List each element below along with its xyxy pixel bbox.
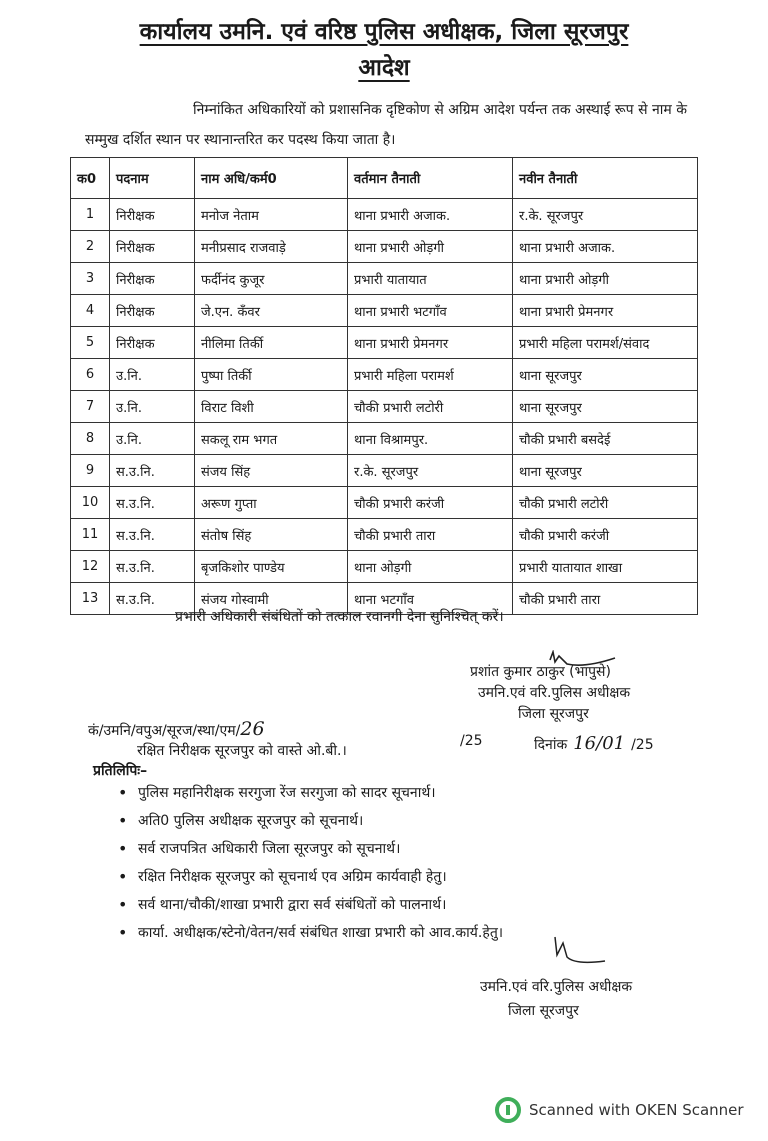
cell-current-posting: थाना भटगाँव xyxy=(348,583,513,615)
transfer-table xyxy=(70,157,698,615)
intro-paragraph: निम्नांकित अधिकारियों को प्रशासनिक दृष्टिकोण से अग्रिम आदेश पर्यन्त तक अस्थाई रूप से नाम के सम्मुख दर्शित स्थान पर स्थानान्तरित कर पदस्थ किया जाता है। xyxy=(85,102,687,148)
signatory-district: जिला सूरजपुर xyxy=(518,706,589,722)
cell-current-posting: चौकी प्रभारी करंजी xyxy=(348,487,513,519)
signature-block-2 xyxy=(480,975,700,1023)
table-row xyxy=(71,231,698,263)
cell-designation: निरीक्षक xyxy=(110,199,195,231)
cell-designation: निरीक्षक xyxy=(110,231,195,263)
cell-designation: उ.नि. xyxy=(110,391,195,423)
cell-new-posting: थाना सूरजपुर xyxy=(513,455,698,487)
table-row xyxy=(71,455,698,487)
date-label: दिनांक xyxy=(534,737,568,753)
cell-serial: 9 xyxy=(71,455,110,487)
table-row xyxy=(71,551,698,583)
list-item: • पुलिस महानिरीक्षक सरगुजा रेंज सरगुजा को सादर सूचनार्थ। xyxy=(138,779,503,807)
cell-new-posting: थाना सूरजपुर xyxy=(513,359,698,391)
cell-serial: 5 xyxy=(71,327,110,359)
instruction-note: प्रभारी अधिकारी संबंधितों को तत्काल रवानगी देना सुनिश्चित् करें। xyxy=(175,609,504,625)
cell-serial: 11 xyxy=(71,519,110,551)
table-header-row xyxy=(71,158,698,199)
list-item: • रक्षित निरीक्षक सूरजपुर को सूचनार्थ एव अग्रिम कार्यवाही हेतु। xyxy=(138,863,503,891)
cell-current-posting: प्रभारी महिला परामर्श xyxy=(348,359,513,391)
order-date xyxy=(534,733,654,754)
cell-designation: उ.नि. xyxy=(110,423,195,455)
handwritten-signature-2 xyxy=(545,935,615,975)
cell-designation: निरीक्षक xyxy=(110,263,195,295)
cell-current-posting: थाना विश्रामपुर. xyxy=(348,423,513,455)
table-row xyxy=(71,295,698,327)
cell-current-posting: थाना प्रभारी ओड़गी xyxy=(348,231,513,263)
reference-number: 26 xyxy=(240,718,265,740)
cell-name: संजय सिंह xyxy=(195,455,348,487)
reference-year: /25 xyxy=(460,733,483,749)
cell-serial: 10 xyxy=(71,487,110,519)
cell-designation: स.उ.नि. xyxy=(110,583,195,615)
cell-new-posting: थाना प्रभारी प्रेमनगर xyxy=(513,295,698,327)
cell-new-posting: थाना सूरजपुर xyxy=(513,391,698,423)
cell-name: अरूण गुप्ता xyxy=(195,487,348,519)
cell-new-posting: थाना प्रभारी ओड़गी xyxy=(513,263,698,295)
signatory-designation: उमनि.एवं वरि.पुलिस अधीक्षक xyxy=(478,685,631,701)
cell-new-posting: चौकी प्रभारी करंजी xyxy=(513,519,698,551)
col-new-posting: नवीन तैनाती xyxy=(513,158,698,199)
list-item: • सर्व थाना/चौकी/शाखा प्रभारी द्वारा सर्व संबंधितों को पालनार्थ। xyxy=(138,891,503,919)
col-designation: पदनाम xyxy=(110,158,195,199)
cell-name: फर्दीनंद कुजूर xyxy=(195,263,348,295)
cell-serial: 1 xyxy=(71,199,110,231)
cell-serial: 2 xyxy=(71,231,110,263)
list-item: • सर्व राजपत्रित अधिकारी जिला सूरजपुर को सूचनार्थ। xyxy=(138,835,503,863)
page-title: कार्यालय उमनि. एवं वरिष्ठ पुलिस अधीक्षक, जिला सूरजपुर xyxy=(139,19,629,45)
cell-serial: 6 xyxy=(71,359,110,391)
cell-new-posting: थाना प्रभारी अजाक. xyxy=(513,231,698,263)
cell-serial: 4 xyxy=(71,295,110,327)
cell-designation: निरीक्षक xyxy=(110,295,195,327)
cell-name: संतोष सिंह xyxy=(195,519,348,551)
col-name: नाम अधि/कर्म0 xyxy=(195,158,348,199)
reference-line xyxy=(88,718,265,740)
table-row xyxy=(71,391,698,423)
cell-new-posting: चौकी प्रभारी तारा xyxy=(513,583,698,615)
cell-designation: उ.नि. xyxy=(110,359,195,391)
cell-name: नीलिमा तिर्की xyxy=(195,327,348,359)
cell-new-posting: चौकी प्रभारी बसदेई xyxy=(513,423,698,455)
cell-serial: 3 xyxy=(71,263,110,295)
table-row xyxy=(71,199,698,231)
cell-current-posting: चौकी प्रभारी तारा xyxy=(348,519,513,551)
table-row xyxy=(71,423,698,455)
cell-current-posting: थाना प्रभारी अजाक. xyxy=(348,199,513,231)
handwritten-signature-1 xyxy=(545,650,625,678)
cell-name: विराट विशी xyxy=(195,391,348,423)
oken-logo-icon xyxy=(495,1097,521,1123)
cell-designation: स.उ.नि. xyxy=(110,487,195,519)
cell-designation: स.उ.नि. xyxy=(110,519,195,551)
cell-current-posting: र.के. सूरजपुर xyxy=(348,455,513,487)
col-serial: क0 xyxy=(71,158,110,199)
list-item: • अति0 पुलिस अधीक्षक सूरजपुर को सूचनार्थ। xyxy=(138,807,503,835)
cell-designation: निरीक्षक xyxy=(110,327,195,359)
cell-current-posting: थाना ओड़गी xyxy=(348,551,513,583)
cell-serial: 7 xyxy=(71,391,110,423)
cell-serial: 12 xyxy=(71,551,110,583)
cell-new-posting: प्रभारी यातायात शाखा xyxy=(513,551,698,583)
cell-current-posting: चौकी प्रभारी लटोरी xyxy=(348,391,513,423)
copies-label: प्रतिलिपिः– xyxy=(93,763,148,779)
cell-current-posting: थाना प्रभारी भटगाँव xyxy=(348,295,513,327)
scanner-watermark xyxy=(495,1097,744,1123)
cell-designation: स.उ.नि. xyxy=(110,551,195,583)
signatory2-district: जिला सूरजपुर xyxy=(508,1003,579,1019)
col-current-posting: वर्तमान तैनाती xyxy=(348,158,513,199)
cell-current-posting: थाना प्रभारी प्रेमनगर xyxy=(348,327,513,359)
date-year: /25 xyxy=(631,737,654,753)
cell-name: मनोज नेताम xyxy=(195,199,348,231)
signatory2-designation: उमनि.एवं वरि.पुलिस अधीक्षक xyxy=(480,979,633,995)
cell-name: बृजकिशोर पाण्डेय xyxy=(195,551,348,583)
cell-new-posting: प्रभारी महिला परामर्श/संवाद xyxy=(513,327,698,359)
page-subtitle: आदेश xyxy=(358,55,410,81)
scanner-label: Scanned with OKEN Scanner xyxy=(529,1101,744,1119)
cell-current-posting: प्रभारी यातायात xyxy=(348,263,513,295)
copies-list xyxy=(118,779,503,947)
cell-designation: स.उ.नि. xyxy=(110,455,195,487)
reference-line-2: रक्षित निरीक्षक सूरजपुर को वास्ते ओ.बी.। xyxy=(137,743,347,759)
date-value: 16/01 xyxy=(573,733,626,754)
cell-new-posting: चौकी प्रभारी लटोरी xyxy=(513,487,698,519)
cell-name: संजय गोस्वामी xyxy=(195,583,348,615)
table-row xyxy=(71,263,698,295)
cell-serial: 13 xyxy=(71,583,110,615)
signatory-name: प्रशांत कुमार ठाकुर (भापुसे) xyxy=(470,664,611,680)
table-row xyxy=(71,487,698,519)
table-row xyxy=(71,327,698,359)
reference-prefix: कं/उमनि/वपुअ/सूरज/स्था/एम/ xyxy=(88,723,241,739)
cell-name: पुष्पा तिर्की xyxy=(195,359,348,391)
cell-name: मनीप्रसाद राजवाड़े xyxy=(195,231,348,263)
cell-serial: 8 xyxy=(71,423,110,455)
cell-name: जे.एन. कँवर xyxy=(195,295,348,327)
table-row xyxy=(71,359,698,391)
list-item: • कार्या. अधीक्षक/स्टेनो/वेतन/सर्व संबंधित शाखा प्रभारी को आव.कार्य.हेतु। xyxy=(138,919,503,947)
table-row xyxy=(71,519,698,551)
cell-name: सकलू राम भगत xyxy=(195,423,348,455)
cell-new-posting: र.के. सूरजपुर xyxy=(513,199,698,231)
